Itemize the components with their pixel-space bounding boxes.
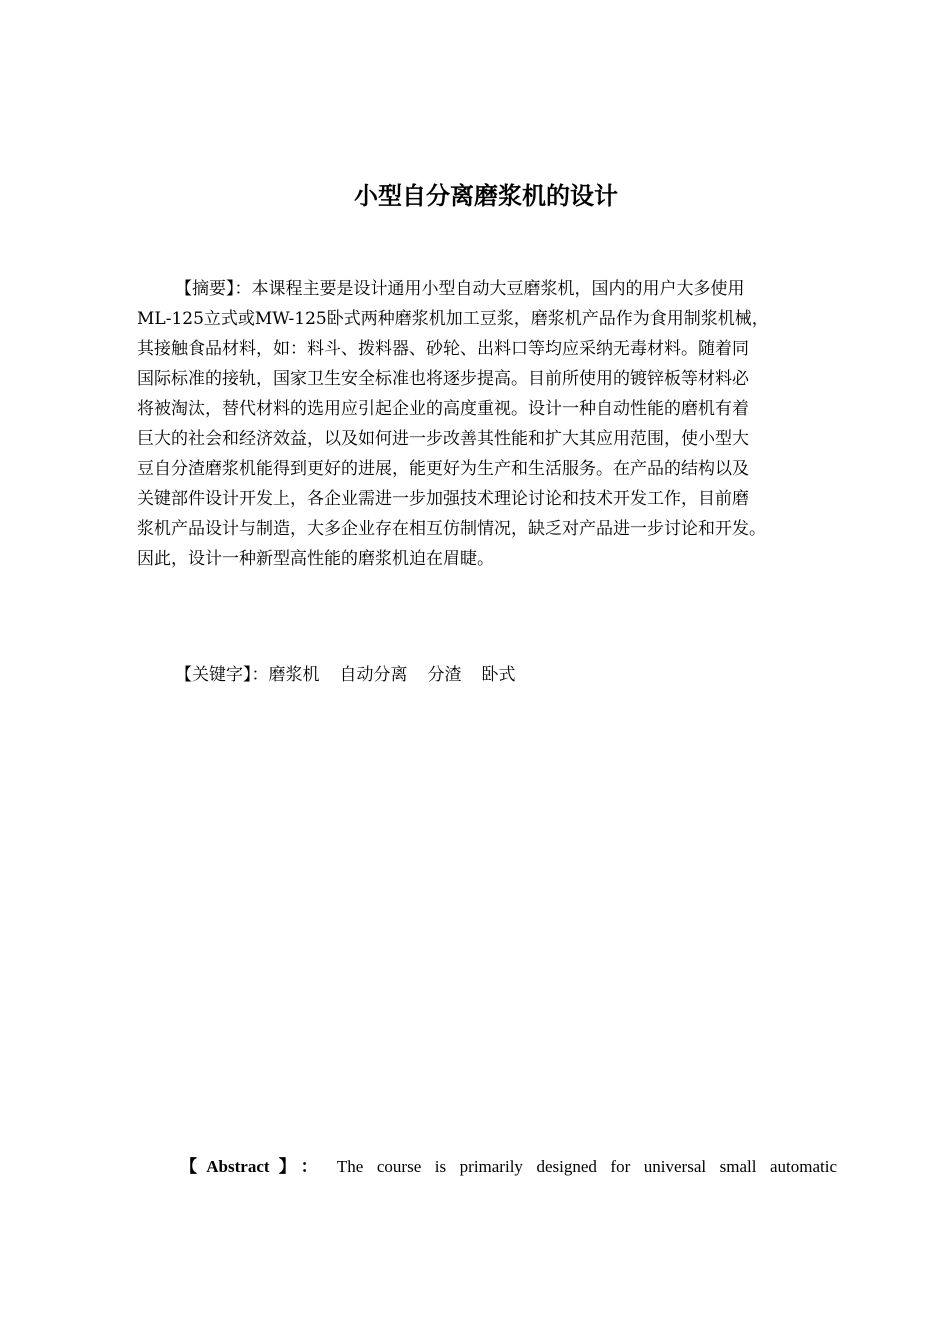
- english-abstract: [180, 1152, 837, 1182]
- keywords-label: 【关键字】：: [175, 665, 269, 685]
- keyword-item: 自动分离: [339, 665, 408, 685]
- keyword-item: 分渣: [427, 665, 462, 685]
- english-abstract-separator: ：: [300, 1157, 327, 1176]
- chinese-abstract: [137, 274, 837, 574]
- keywords-line: [175, 660, 516, 690]
- english-abstract-label: 【Abstract】: [180, 1157, 297, 1176]
- abstract-line: 【摘要】：本课程主要是设计通用小型自动大豆磨浆机，国内的用户大多使用: [175, 279, 745, 299]
- abstract-line: 巨大的社会和经济效益，以及如何进一步改善其性能和扩大其应用范围，使小型大: [137, 429, 749, 449]
- abstract-line: 因此，设计一种新型高性能的磨浆机迫在眉睫。: [137, 549, 494, 569]
- abstract-line: 浆机产品设计与制造，大多企业存在相互仿制情况，缺乏对产品进一步讨论和开发。: [137, 519, 766, 539]
- abstract-line: ML-125立式或MW-125卧式两种磨浆机加工豆浆，磨浆机产品作为食用制浆机械，: [137, 309, 769, 329]
- keyword-item: 卧式: [481, 665, 516, 685]
- abstract-line: 其接触食品材料，如：料斗、拨料器、砂轮、出料口等均应采纳无毒材料。随着同: [137, 339, 749, 359]
- abstract-line: 将被淘汰，替代材料的选用应引起企业的高度重视。设计一种自动性能的磨机有着: [137, 399, 749, 419]
- keyword-item: 磨浆机: [268, 665, 320, 685]
- abstract-line: 关键部件设计开发上，各企业需进一步加强技术理论讨论和技术开发工作，目前磨: [137, 489, 749, 509]
- page-title: 小型自分离磨浆机的设计: [354, 182, 618, 210]
- abstract-line: 国际标准的接轨，国家卫生安全标准也将逐步提高。目前所使用的镀锌板等材料必: [137, 369, 749, 389]
- english-abstract-text: The course is primarily designed for universal small automatic: [336, 1157, 838, 1176]
- abstract-line: 豆自分渣磨浆机能得到更好的进展，能更好为生产和生活服务。在产品的结构以及: [137, 459, 749, 479]
